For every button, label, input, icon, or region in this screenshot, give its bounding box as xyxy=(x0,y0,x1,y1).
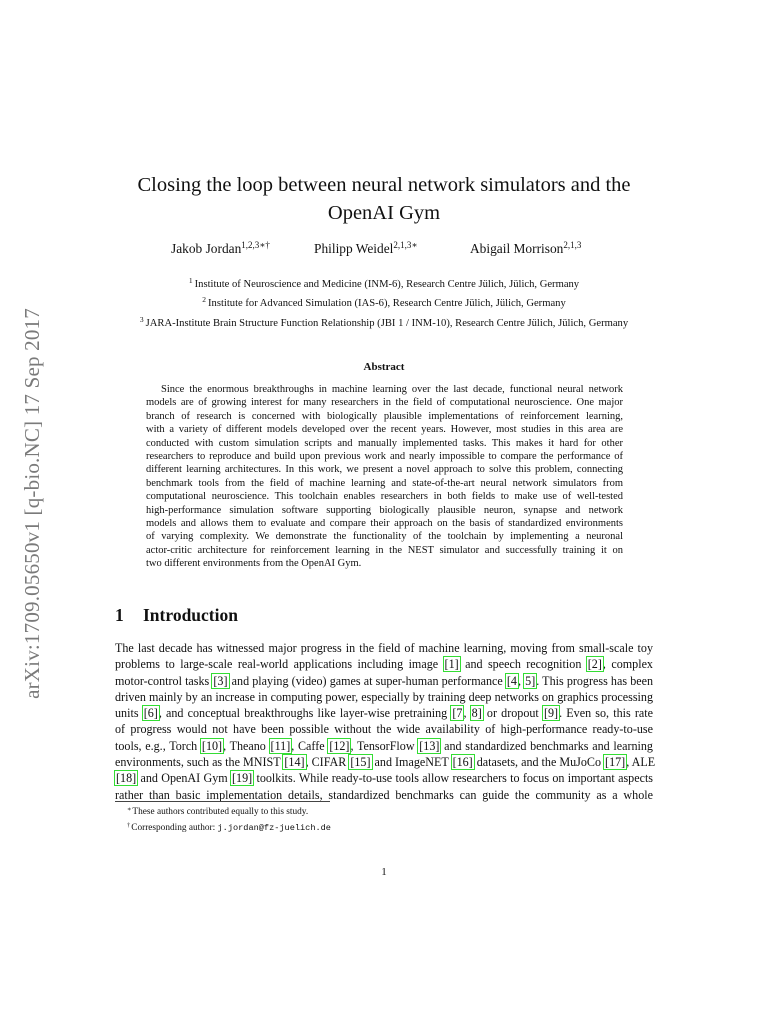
author-jakob-jordan xyxy=(171,240,270,257)
author-affiliation-marks: 2,1,3∗ xyxy=(393,240,418,250)
author-list xyxy=(0,240,768,262)
citation-link[interactable]: [13] xyxy=(419,738,440,753)
abstract-line: researchers to reproduce and build upon previous work and nearly impossible to compare the performance of xyxy=(146,450,623,462)
affiliation-text: Institute of Neuroscience and Medicine (INM-6), Research Centre Jülich, Jülich, Germany xyxy=(194,279,580,290)
abstract-line: conducted with custom simulation scripts and manually implemented tasks. This makes it hard for other xyxy=(146,437,623,449)
section-number: 1 xyxy=(115,605,124,625)
citation-link[interactable]: [6] xyxy=(143,706,158,721)
citation-link[interactable]: 5] xyxy=(525,673,536,688)
footnote-divider xyxy=(115,801,330,802)
abstract-line: high-performance simulation software supporting biologically plausible neuron, synapse and network xyxy=(146,504,623,516)
footnote-mark: † xyxy=(127,822,131,829)
citation-link[interactable]: [3] xyxy=(213,673,228,688)
citation-link[interactable]: 8] xyxy=(471,706,482,721)
section-title: Introduction xyxy=(143,605,238,625)
affiliation-text: Institute for Advanced Simulation (IAS-6), Research Centre Jülich, Jülich, Germany xyxy=(208,298,566,310)
footnote-mark: ∗ xyxy=(127,806,132,813)
author-name: Jakob Jordan xyxy=(171,241,242,256)
title-line-2: OpenAI Gym xyxy=(327,202,441,224)
footnote-equal-contribution xyxy=(127,803,647,819)
author-name: Abigail Morrison xyxy=(470,241,564,256)
body-line: problems to large-scale real-world applications including image [1] and speech recognition [2], complex xyxy=(115,657,653,672)
citation-link[interactable]: [7 xyxy=(452,706,463,721)
abstract-line: two different environments from the OpenAI Gym. xyxy=(146,558,362,570)
footnote-corresponding-author xyxy=(127,819,647,835)
body-line: rather than basic implementation details, standardized benchmarks can guide the community as a whole xyxy=(115,787,653,802)
page-number: 1 xyxy=(381,866,387,878)
abstract-heading: Abstract xyxy=(363,361,405,373)
author-name: Philipp Weidel xyxy=(314,241,394,256)
footnote-text: Corresponding author: xyxy=(131,823,218,833)
abstract-line: with a variety of different models developed over the recent years. However, most studies in this area are xyxy=(146,424,623,436)
citation-link[interactable]: [4 xyxy=(506,673,517,688)
author-affiliation-marks: 2,1,3 xyxy=(563,240,582,250)
affiliation-item xyxy=(60,273,708,292)
author-abigail-morrison xyxy=(470,240,581,257)
footnotes xyxy=(127,803,647,835)
footnote-text: These authors contributed equally to this study. xyxy=(132,807,309,817)
affiliation-number: 2 xyxy=(202,295,206,305)
title-line-1: Closing the loop between neural network simulators and the xyxy=(137,174,631,196)
body-line: tools, e.g., Torch [10], Theano [11], Caffe [12], TensorFlow [13] and standardized benchmarks and learning xyxy=(115,738,653,753)
citation-link[interactable]: [11] xyxy=(270,738,291,753)
abstract-line: models are of growing interest for many researchers in the field of computational neuroscience. One major xyxy=(146,397,623,409)
arxiv-identifier-text: arXiv:1709.05650v1 [q-bio.NC] 17 Sep 2017 xyxy=(19,307,44,699)
citation-link[interactable]: [18] xyxy=(116,771,137,786)
author-affiliation-marks: 1,2,3∗† xyxy=(241,240,270,250)
citation-link[interactable]: [1] xyxy=(444,657,459,672)
abstract-line: of varying complexity. We demonstrate the functionality of the toolchain by implementing a neuronal xyxy=(146,531,623,543)
affiliation-number: 3 xyxy=(139,314,144,324)
affiliation-number: 1 xyxy=(188,276,193,285)
abstract-line: computational neuroscience. This toolchain enables researchers in both fields to make use of well-tested xyxy=(146,491,623,503)
section-heading-introduction xyxy=(115,605,238,626)
body-line: motor-control tasks [3] and playing (video) games at super-human performance [4, 5]. This progress has been xyxy=(115,673,654,688)
body-line: units [6], and conceptual breakthroughs like layer-wise pretraining [7, 8] or dropout [9]. Even so, this rate xyxy=(115,706,654,721)
body-line: of progress would not have been possible without the wide availability of high-performance ready-to-use xyxy=(115,722,653,737)
citation-link[interactable]: [2] xyxy=(587,657,602,672)
body-line: environments, such as the MNIST [14], CIFAR [15] and ImageNET [16] datasets, and the MuJoCo [17], ALE xyxy=(115,755,656,770)
abstract-line: benchmark tools from the field of machine learning and state-of-the-art neural network simulators from xyxy=(146,477,623,489)
affiliation-text: JARA-Institute Brain Structure Function Relationship (JBI 1 / INM-10), Research Centre Jülich, Jülich, Germany xyxy=(145,317,629,329)
abstract-line: different learning architectures. In this work, we present a novel approach to solve this problem, connecting xyxy=(146,464,623,476)
abstract-line: models and allows them to evaluate and compare their approach on the basis of standardized environments xyxy=(146,517,623,529)
citation-link[interactable]: [10] xyxy=(201,738,223,753)
body-line: [18] and OpenAI Gym [19] toolkits. While ready-to-use tools allow researchers to focus on important aspects xyxy=(116,771,654,786)
affiliation-item xyxy=(60,292,708,311)
abstract-line: branch of research is concerned with biologically plausible implementations of reinforcement learning, xyxy=(146,410,623,422)
abstract-line: Since the enormous breakthroughs in machine learning over the last decade, functional neural network xyxy=(161,384,623,395)
paper-title xyxy=(100,171,668,227)
citation-link[interactable]: [19] xyxy=(232,771,253,786)
citation-link[interactable]: [12] xyxy=(329,738,350,753)
citation-link[interactable]: [15] xyxy=(350,755,371,770)
body-line: The last decade has witnessed major progress in the field of machine learning, moving from small-scale toy xyxy=(115,641,653,655)
abstract-body xyxy=(146,383,623,570)
arxiv-identifier-stamp xyxy=(17,258,47,748)
affiliation-item xyxy=(60,312,708,331)
citation-link[interactable]: [16] xyxy=(452,755,473,770)
citation-link[interactable]: [14] xyxy=(284,755,305,770)
introduction-body xyxy=(115,640,656,803)
author-philipp-weidel xyxy=(314,240,418,257)
affiliation-list xyxy=(60,273,708,331)
citation-link[interactable]: [9] xyxy=(543,706,559,721)
corresponding-author-email[interactable]: j.jordan@fz-juelich.de xyxy=(217,823,331,833)
abstract-line: actor-critic architecture for reinforcement learning in the NEST simulator and successfully training it on xyxy=(146,544,623,556)
body-line: driven mainly by an increase in computing power, especially by training deep networks on graphics processing xyxy=(115,689,653,704)
citation-link[interactable]: [17] xyxy=(605,755,626,770)
